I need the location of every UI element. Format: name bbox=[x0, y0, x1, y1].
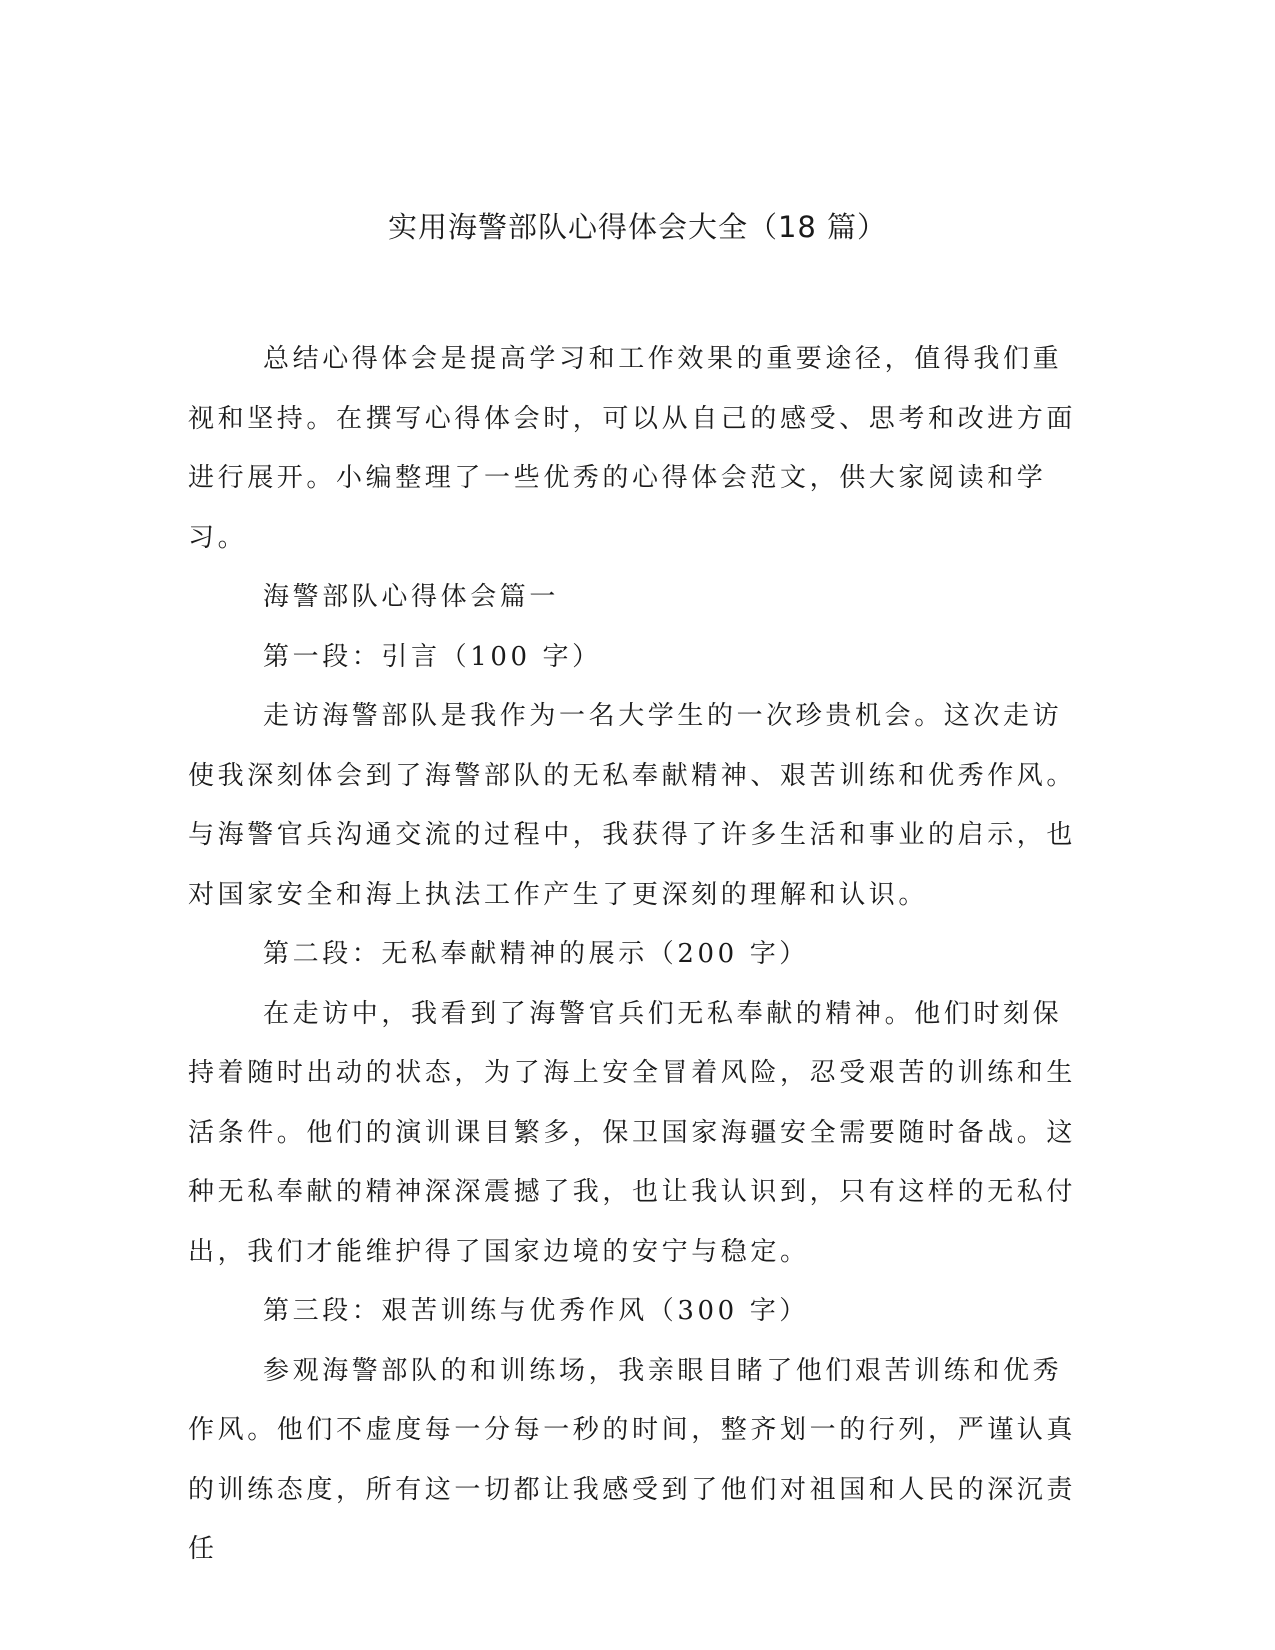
section-title: 海警部队心得体会篇一 bbox=[263, 582, 560, 612]
segment-paragraph-2: 在走访中，我看到了海警官兵们无私奉献的精神。他们时刻保持着随时出动的状态，为了海上安全冒着风险，忍受艰苦的训练和生活条件。他们的演训课目繁多，保卫国家海疆安全需要随时备战。这种无私奉献的精神深深震撼了我，也让我认识到，只有这样的无私付出，我们才能维护得了国家边境的安宁与稳定。 bbox=[188, 998, 1077, 1267]
intro-paragraph: 总结心得体会是提高学习和工作效果的重要途径，值得我们重视和坚持。在撰写心得体会时，可以从自己的感受、思考和改进方面进行展开。小编整理了一些优秀的心得体会范文，供大家阅读和学习。 bbox=[188, 344, 1077, 553]
segment-heading-1: 第一段：引言（100 字） bbox=[263, 641, 602, 672]
segment-heading-3: 第三段：艰苦训练与优秀作风（300 字） bbox=[263, 1296, 809, 1326]
document-title: 实用海警部队心得体会大全（18 篇） bbox=[387, 210, 888, 244]
document-body bbox=[188, 330, 1088, 1580]
segment-paragraph-3: 参观海警部队的和训练场，我亲眼目睹了他们艰苦训练和优秀作风。他们不虚度每一分每一秒的时间，整齐划一的行列，严谨认真的训练态度，所有这一切都让我感受到了他们对祖国和人民的深沉责任 bbox=[188, 1355, 1077, 1564]
segment-paragraph-1: 走访海警部队是我作为一名大学生的一次珍贵机会。这次走访使我深刻体会到了海警部队的无私奉献精神、艰苦训练和优秀作风。与海警官兵沟通交流的过程中，我获得了许多生活和事业的启示，也对国家安全和海上执法工作产生了更深刻的理解和认识。 bbox=[188, 701, 1077, 910]
segment-heading-2: 第二段：无私奉献精神的展示（200 字） bbox=[263, 939, 809, 969]
